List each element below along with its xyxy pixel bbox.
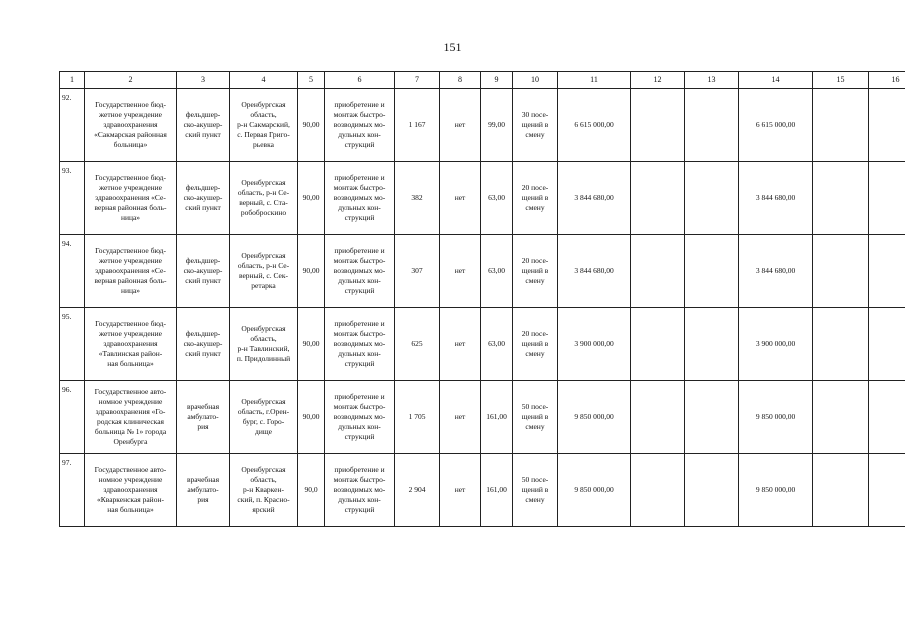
cell-col5: 90,00 (298, 235, 325, 308)
cell-col13 (685, 308, 739, 381)
cell-col12 (631, 308, 685, 381)
cell-col8: нет (440, 381, 481, 454)
address: Оренбургская область, г.Орен- бург, с. Горо- дище (230, 381, 298, 454)
institution-name: Государственное авто- номное учреждение здравоохранения «Кваркенская район- ная больница» (85, 454, 177, 527)
cell-col15 (813, 162, 869, 235)
cell-col13 (685, 162, 739, 235)
cell-col5: 90,0 (298, 454, 325, 527)
row-number: 93. (60, 162, 85, 235)
column-header-6: 6 (325, 72, 395, 89)
column-header-7: 7 (395, 72, 440, 89)
table-row (60, 235, 905, 308)
object-type: врачебная амбулато- рия (177, 381, 230, 454)
table-row (60, 89, 905, 162)
row-number: 94. (60, 235, 85, 308)
row-number: 96. (60, 381, 85, 454)
address: Оренбургская область, р-н Сакмарский, с. Первая Григо- рьевка (230, 89, 298, 162)
amount-col11: 9 850 000,00 (558, 454, 631, 527)
cell-col16 (869, 235, 905, 308)
amount-col14: 3 844 680,00 (739, 162, 813, 235)
cell-col12 (631, 235, 685, 308)
row-number: 97. (60, 454, 85, 527)
amount-col11: 6 615 000,00 (558, 89, 631, 162)
column-header-3: 3 (177, 72, 230, 89)
cell-col12 (631, 381, 685, 454)
cell-col16 (869, 162, 905, 235)
capacity: 20 посе- щений в смену (513, 308, 558, 381)
cell-col12 (631, 454, 685, 527)
cell-col7: 2 904 (395, 454, 440, 527)
column-header-11: 11 (558, 72, 631, 89)
table-row (60, 454, 905, 527)
institution-name: Государственное бюд- жетное учреждение здравоохранения «Тавлинская район- ная больница» (85, 308, 177, 381)
cell-col5: 90,00 (298, 162, 325, 235)
object-type: фельдшер- ско-акушер- ский пункт (177, 235, 230, 308)
amount-col11: 9 850 000,00 (558, 381, 631, 454)
amount-col11: 3 900 000,00 (558, 308, 631, 381)
address: Оренбургская область, р-н Се- верный, с. Сек- ретарка (230, 235, 298, 308)
cell-col15 (813, 308, 869, 381)
institution-name: Государственное бюд- жетное учреждение здравоохранения «Се- верная районная боль- ница» (85, 162, 177, 235)
amount-col14: 9 850 000,00 (739, 381, 813, 454)
work-type: приобретение и монтаж быстро- возводимых мо- дульных кон- струкций (325, 162, 395, 235)
cell-col9: 63,00 (481, 308, 513, 381)
column-header-9: 9 (481, 72, 513, 89)
cell-col15 (813, 381, 869, 454)
object-type: фельдшер- ско-акушер- ский пункт (177, 89, 230, 162)
cell-col15 (813, 89, 869, 162)
work-type: приобретение и монтаж быстро- возводимых мо- дульных кон- струкций (325, 308, 395, 381)
institution-name: Государственное авто- номное учреждение здравоохранения «Го- родская клиническая больница № 1» города Оренбурга (85, 381, 177, 454)
cell-col15 (813, 235, 869, 308)
table-body (60, 72, 905, 527)
cell-col16 (869, 308, 905, 381)
column-header-13: 13 (685, 72, 739, 89)
address: Оренбургская область, р-н Тавлинский, п. Придолинный (230, 308, 298, 381)
cell-col9: 63,00 (481, 162, 513, 235)
cell-col13 (685, 89, 739, 162)
cell-col7: 382 (395, 162, 440, 235)
address: Оренбургская область, р-н Кваркен- ский, п. Красно- ярский (230, 454, 298, 527)
cell-col16 (869, 381, 905, 454)
work-type: приобретение и монтаж быстро- возводимых мо- дульных кон- струкций (325, 381, 395, 454)
cell-col7: 307 (395, 235, 440, 308)
cell-col13 (685, 381, 739, 454)
cell-col9: 161,00 (481, 454, 513, 527)
cell-col9: 99,00 (481, 89, 513, 162)
cell-col16 (869, 89, 905, 162)
capacity: 20 посе- щений в смену (513, 162, 558, 235)
capacity: 20 посе- щений в смену (513, 235, 558, 308)
page-number: 151 (443, 40, 462, 54)
amount-col14: 9 850 000,00 (739, 454, 813, 527)
cell-col8: нет (440, 308, 481, 381)
column-header-15: 15 (813, 72, 869, 89)
column-header-5: 5 (298, 72, 325, 89)
capacity: 30 посе- щений в смену (513, 89, 558, 162)
cell-col15 (813, 454, 869, 527)
column-header-8: 8 (440, 72, 481, 89)
cell-col7: 1 167 (395, 89, 440, 162)
column-header-2: 2 (85, 72, 177, 89)
work-type: приобретение и монтаж быстро- возводимых мо- дульных кон- струкций (325, 235, 395, 308)
amount-col14: 3 844 680,00 (739, 235, 813, 308)
column-header-4: 4 (230, 72, 298, 89)
table-row (60, 308, 905, 381)
cell-col9: 161,00 (481, 381, 513, 454)
cell-col13 (685, 235, 739, 308)
cell-col5: 90,00 (298, 89, 325, 162)
object-type: фельдшер- ско-акушер- ский пункт (177, 308, 230, 381)
cell-col5: 90,00 (298, 381, 325, 454)
table-row (60, 381, 905, 454)
work-type: приобретение и монтаж быстро- возводимых мо- дульных кон- струкций (325, 89, 395, 162)
row-number: 92. (60, 89, 85, 162)
amount-col11: 3 844 680,00 (558, 162, 631, 235)
cell-col12 (631, 162, 685, 235)
table-row (60, 162, 905, 235)
cell-col12 (631, 89, 685, 162)
capacity: 50 посе- щений в смену (513, 381, 558, 454)
capacity: 50 посе- щений в смену (513, 454, 558, 527)
cell-col8: нет (440, 89, 481, 162)
amount-col14: 3 900 000,00 (739, 308, 813, 381)
object-type: фельдшер- ско-акушер- ский пункт (177, 162, 230, 235)
cell-col16 (869, 454, 905, 527)
cell-col7: 1 705 (395, 381, 440, 454)
work-type: приобретение и монтаж быстро- возводимых мо- дульных кон- струкций (325, 454, 395, 527)
cell-col13 (685, 454, 739, 527)
institution-name: Государственное бюд- жетное учреждение здравоохранения «Сакмарская районная больница» (85, 89, 177, 162)
amount-col14: 6 615 000,00 (739, 89, 813, 162)
column-header-10: 10 (513, 72, 558, 89)
object-type: врачебная амбулато- рия (177, 454, 230, 527)
cell-col7: 625 (395, 308, 440, 381)
cell-col8: нет (440, 162, 481, 235)
cell-col8: нет (440, 454, 481, 527)
address: Оренбургская область, р-н Се- верный, с. Ста- робоброскино (230, 162, 298, 235)
column-header-14: 14 (739, 72, 813, 89)
header-row (60, 72, 905, 89)
column-header-16: 16 (869, 72, 905, 89)
column-header-1: 1 (60, 72, 85, 89)
cell-col8: нет (440, 235, 481, 308)
institution-name: Государственное бюд- жетное учреждение здравоохранения «Се- верная районная боль- ница» (85, 235, 177, 308)
cell-col9: 63,00 (481, 235, 513, 308)
cell-col5: 90,00 (298, 308, 325, 381)
column-header-12: 12 (631, 72, 685, 89)
data-table (59, 71, 905, 527)
row-number: 95. (60, 308, 85, 381)
amount-col11: 3 844 680,00 (558, 235, 631, 308)
